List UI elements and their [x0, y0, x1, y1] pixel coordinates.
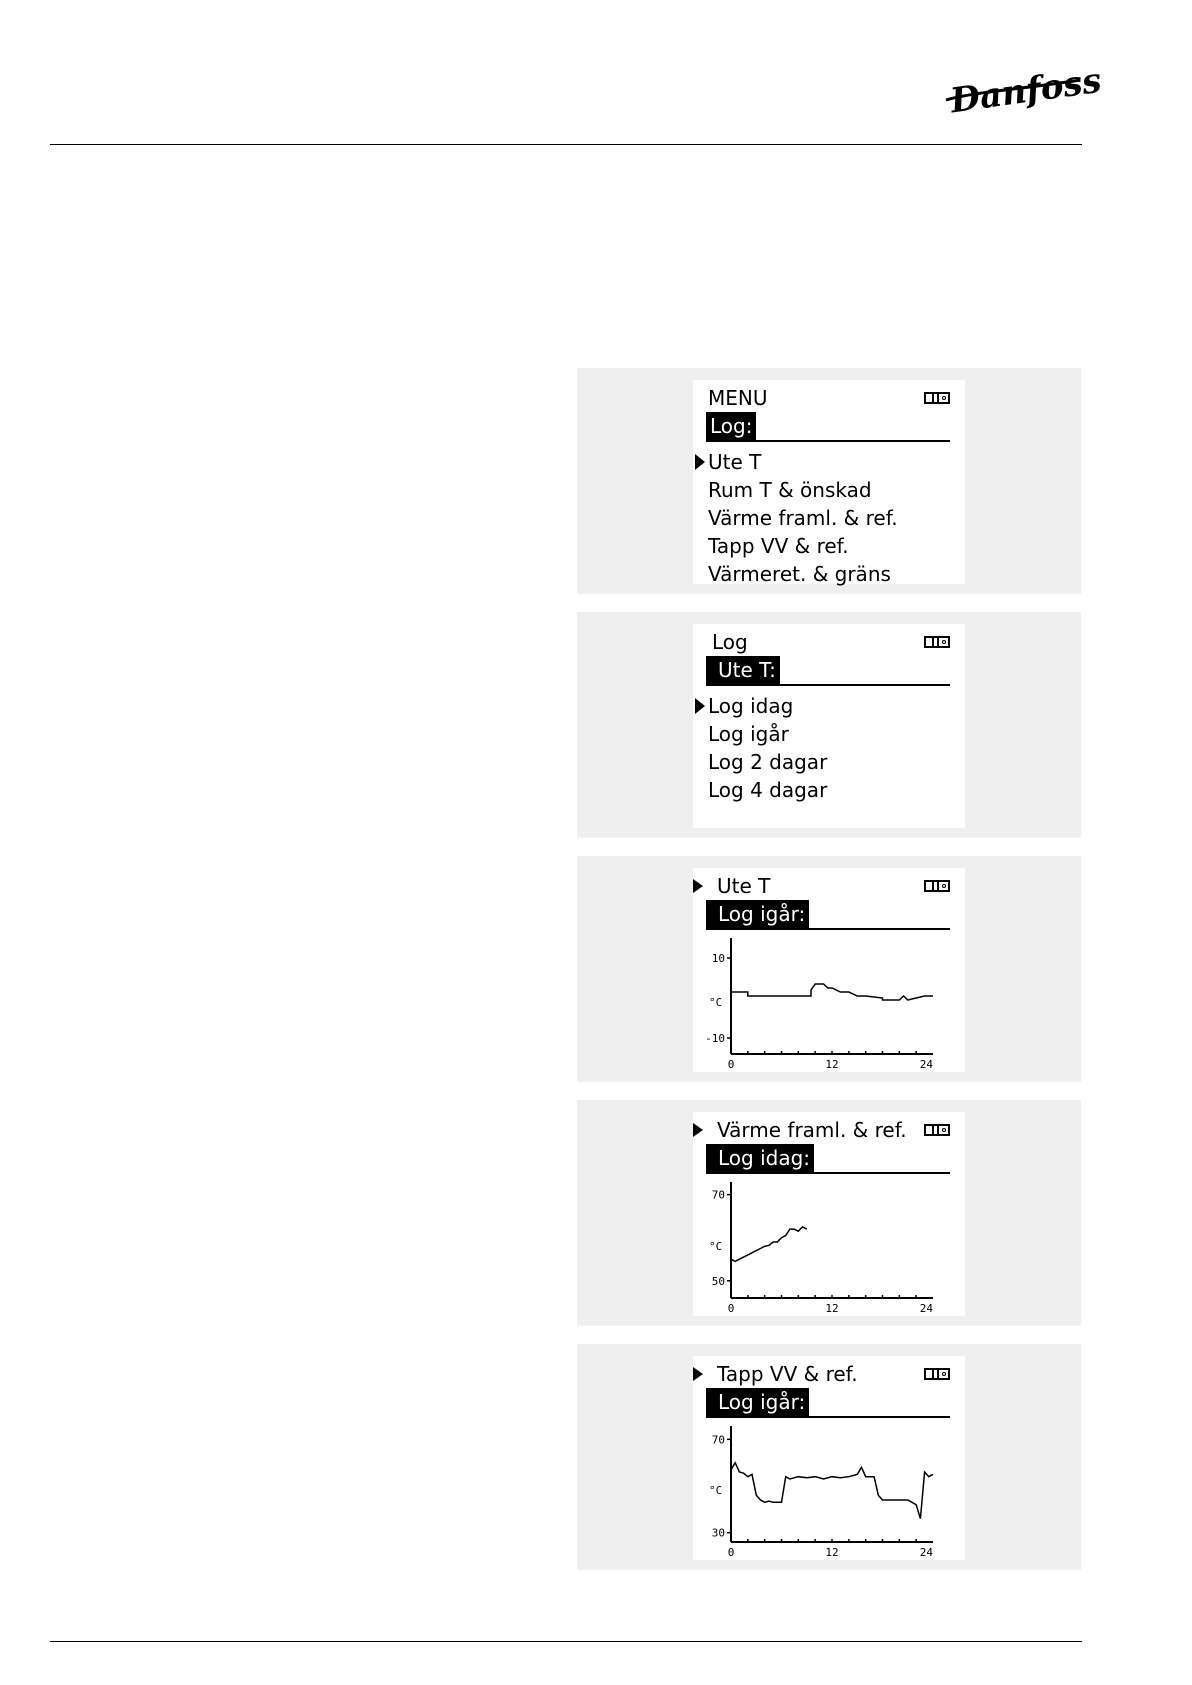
menu-item-label: Värmeret. & gräns: [708, 562, 891, 586]
display-highlight-label: Log igår:: [706, 900, 809, 928]
display-header: [693, 1362, 965, 1386]
x-tick-label: 24: [919, 1546, 933, 1559]
logo-text: Danfoss: [947, 60, 1104, 122]
log-chart: [693, 1420, 965, 1560]
x-tick-label: 12: [825, 1302, 839, 1315]
log-chart: [693, 1176, 965, 1316]
menu-item-label: Log 2 dagar: [708, 750, 828, 774]
screenshot-panel-menu-log: [577, 368, 1081, 594]
x-tick-label: 0: [727, 1302, 735, 1315]
menu-item-label: Log idag: [708, 694, 794, 718]
display-title: Log: [712, 630, 748, 654]
y-axis-label: °C: [709, 1484, 723, 1497]
y-axis-label: °C: [709, 996, 723, 1009]
controller-display: [693, 1112, 965, 1316]
display-title: Tapp VV & ref.: [717, 1362, 858, 1386]
controller-display: [693, 868, 965, 1072]
menu-item[interactable]: [693, 476, 965, 504]
y-axis-label: °C: [709, 1240, 723, 1253]
menu-item-label: Log igår: [708, 722, 789, 746]
display-highlight-label: Log:: [706, 412, 756, 440]
header-rule: [50, 144, 1082, 145]
series-line: [731, 1227, 807, 1262]
controller-display: [693, 1356, 965, 1560]
x-tick-label: 12: [825, 1058, 839, 1071]
y-tick-label: 50: [711, 1274, 725, 1288]
display-menu-list: [693, 692, 965, 804]
controller-status-icon: [924, 880, 950, 892]
y-tick-label: 30: [711, 1526, 725, 1540]
menu-item-label: Tapp VV & ref.: [708, 534, 849, 558]
display-highlight-label: Log idag:: [706, 1144, 814, 1172]
display-divider: [706, 1416, 950, 1418]
log-chart: [693, 932, 965, 1072]
menu-item[interactable]: [693, 748, 965, 776]
display-header: [693, 1118, 965, 1142]
x-tick-label: 24: [919, 1058, 933, 1071]
controller-status-icon: [924, 1368, 950, 1380]
controller-status-icon: [924, 1124, 950, 1136]
display-header: [693, 874, 965, 898]
screenshot-panel-ute-t-chart: [577, 856, 1081, 1082]
screenshot-panel-log-ute-t: [577, 612, 1081, 838]
y-tick-label: -10: [705, 1032, 725, 1045]
series-line: [731, 1463, 933, 1519]
series-line: [731, 984, 933, 1000]
display-divider: [706, 1172, 950, 1174]
y-tick-label: 70: [711, 1433, 725, 1447]
menu-item-label: Log 4 dagar: [708, 778, 828, 802]
back-arrow-icon: [693, 1123, 703, 1137]
display-highlight-label: Log igår:: [706, 1388, 809, 1416]
footer-rule: [50, 1641, 1082, 1642]
menu-item-label: Värme framl. & ref.: [708, 506, 898, 530]
display-header: [693, 386, 965, 410]
menu-item[interactable]: [693, 776, 965, 804]
x-tick-label: 24: [919, 1302, 933, 1315]
screenshot-panel-varme-chart: [577, 1100, 1081, 1326]
y-tick-label: 70: [711, 1188, 725, 1202]
display-divider: [706, 928, 950, 930]
x-tick-label: 0: [727, 1058, 735, 1071]
y-tick-label: 10: [711, 952, 725, 965]
display-title: MENU: [708, 386, 768, 410]
back-arrow-icon: [693, 1367, 703, 1381]
danfoss-logo: [942, 60, 1104, 122]
display-menu-list: [693, 448, 965, 588]
display-header: [693, 630, 965, 654]
display-title: Ute T: [717, 874, 771, 898]
menu-item[interactable]: [693, 560, 965, 588]
display-title: Värme framl. & ref.: [717, 1118, 907, 1142]
menu-item-label: Rum T & önskad: [708, 478, 872, 502]
menu-item[interactable]: [693, 448, 965, 476]
selection-arrow-icon: [695, 454, 705, 470]
menu-item[interactable]: [693, 504, 965, 532]
menu-item[interactable]: [693, 720, 965, 748]
display-divider: [706, 440, 950, 442]
back-arrow-icon: [693, 879, 703, 893]
menu-item[interactable]: [693, 692, 965, 720]
controller-status-icon: [924, 392, 950, 404]
controller-display: [693, 624, 965, 828]
menu-item[interactable]: [693, 532, 965, 560]
display-highlight-label: Ute T:: [706, 656, 780, 684]
controller-display: [693, 380, 965, 584]
screenshot-panel-tapp-vv-chart: [577, 1344, 1081, 1570]
selection-arrow-icon: [695, 698, 705, 714]
x-tick-label: 12: [825, 1546, 839, 1559]
display-divider: [706, 684, 950, 686]
controller-status-icon: [924, 636, 950, 648]
menu-item-label: Ute T: [708, 450, 762, 474]
x-tick-label: 0: [727, 1546, 735, 1559]
